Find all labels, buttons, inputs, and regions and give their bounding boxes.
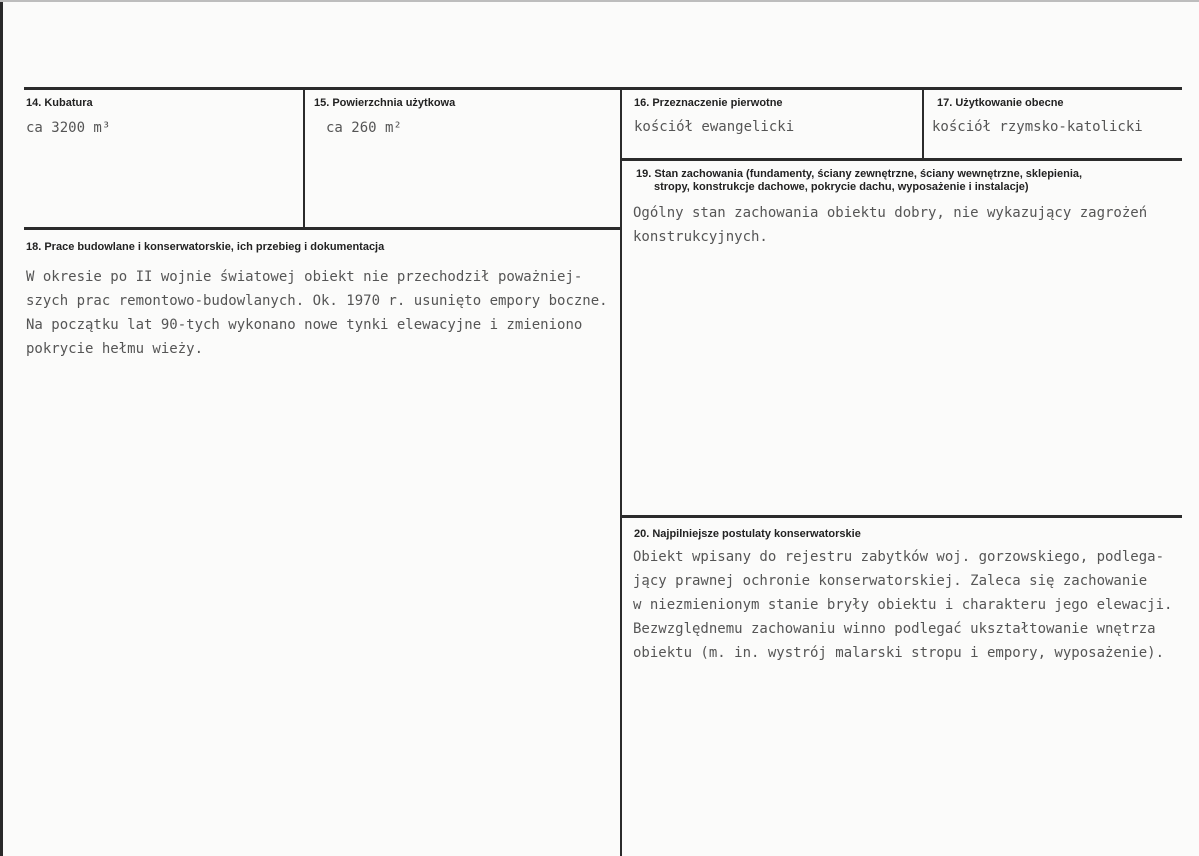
field-19-line: konstrukcyjnych. bbox=[633, 229, 768, 245]
field-18-line: W okresie po II wojnie światowej obiekt nie przechodził poważniej- bbox=[26, 269, 583, 285]
field-18-label: 18. Prace budowlane i konserwatorskie, ich przebieg i dokumentacja bbox=[26, 241, 385, 253]
card-edge-top bbox=[0, 0, 1199, 2]
field-20-line: w niezmienionym stanie bryły obiektu i charakteru jego elewacji. bbox=[633, 597, 1173, 613]
rule-above-20 bbox=[620, 515, 1182, 518]
rule-above-18 bbox=[24, 227, 622, 230]
field-20-text bbox=[633, 545, 1172, 665]
field-18-text bbox=[26, 265, 608, 361]
divider-16-17 bbox=[922, 89, 924, 159]
field-18-line: Na początku lat 90-tych wykonano nowe tynki elewacyjne i zmieniono bbox=[26, 317, 583, 333]
field-20-line: jący prawnej ochronie konserwatorskiej. Zaleca się zachowanie bbox=[633, 573, 1148, 589]
field-16-label: 16. Przeznaczenie pierwotne bbox=[634, 97, 783, 109]
field-17-value: kościół rzymsko-katolicki bbox=[932, 119, 1143, 135]
rule-above-19 bbox=[620, 158, 1182, 161]
field-20-line: obiektu (m. in. wystrój malarski stropu i empory, wyposażenie). bbox=[633, 645, 1165, 661]
field-15-value: ca 260 m² bbox=[326, 120, 402, 136]
field-16-value: kościół ewangelicki bbox=[634, 119, 795, 135]
field-18-line: pokrycie hełmu wieży. bbox=[26, 341, 204, 357]
center-divider bbox=[620, 89, 622, 856]
field-20-label: 20. Najpilniejsze postulaty konserwatorskie bbox=[634, 528, 861, 540]
field-17-label: 17. Użytkowanie obecne bbox=[937, 97, 1064, 109]
field-15-label: 15. Powierzchnia użytkowa bbox=[314, 97, 456, 109]
card-edge bbox=[0, 0, 3, 856]
field-18-line: szych prac remontowo-budowlanych. Ok. 1970 r. usunięto empory boczne. bbox=[26, 293, 608, 309]
field-20-line: Bezwzględnemu zachowaniu winno podlegać ukształtowanie wnętrza bbox=[633, 621, 1156, 637]
field-20-line: Obiekt wpisany do rejestru zabytków woj. gorzowskiego, podlega- bbox=[633, 549, 1165, 565]
field-14-label: 14. Kubatura bbox=[26, 97, 93, 109]
divider-14-15 bbox=[303, 89, 305, 229]
field-19-line: Ogólny stan zachowania obiektu dobry, nie wykazujący zagrożeń bbox=[633, 205, 1148, 221]
field-19-label bbox=[636, 168, 1082, 194]
field-14-value: ca 3200 m³ bbox=[26, 120, 111, 136]
field-19-text bbox=[633, 201, 1147, 249]
field-19-label-line: stropy, konstrukcje dachowe, pokrycie dachu, wyposażenie i instalacje) bbox=[654, 181, 1029, 193]
field-19-label-line: 19. Stan zachowania (fundamenty, ściany zewnętrzne, ściany wewnętrzne, sklepienia, bbox=[636, 168, 1083, 180]
top-rule bbox=[24, 87, 1182, 90]
